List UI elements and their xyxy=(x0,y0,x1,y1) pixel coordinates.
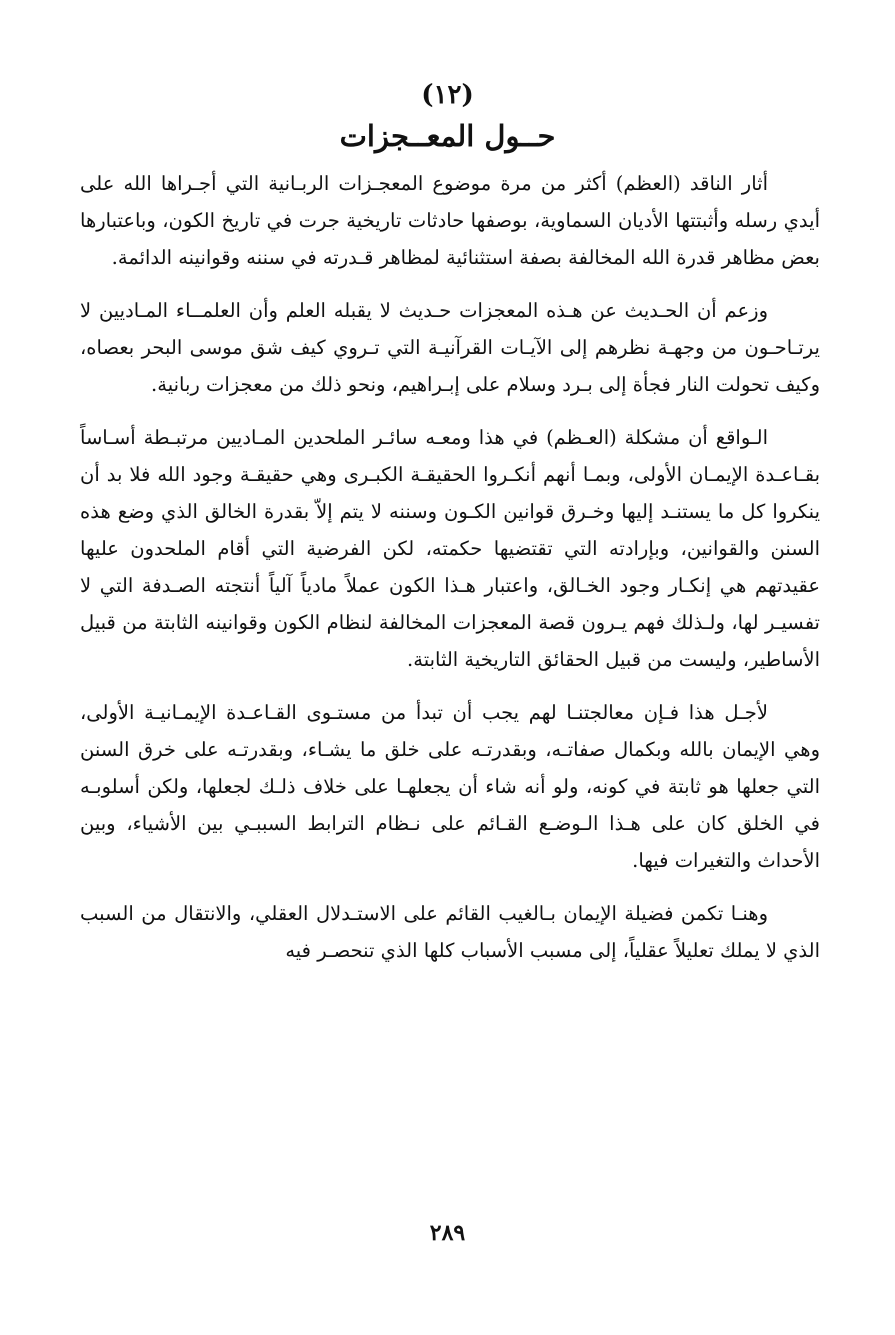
paragraph: وهنـا تكمن فضيلة الإيمان بـالغيب القائم على الاستـدلال العقلي، والانتقال من السبب الذي لا يملك تعليلاً عقلياً، إلى مسبب الأسباب كلها الذي تنحصـر فيه xyxy=(80,902,820,962)
chapter-number: (١٢) xyxy=(421,80,474,110)
paragraph: أثار الناقد (العظم) أكثر من مرة موضوع المعجـزات الربـانية التي أجـراها الله على أيدي رسله وأثبتتها الأديان السماوية، بوصفها حادثات تاريخية جرت في تاريخ الكون، وباعتبارها بعض مظاهر قدرة الله المخالفة بصفة استثنائية لمظاهر قـدرته في سننه وقوانينه الدائمة. xyxy=(80,172,820,269)
paragraph: لأجـل هذا فـإن معالجتنـا لهم يجب أن تبدأ من مستـوى القـاعـدة الإيمـانيـة الأولى، وهي الإيمان بالله وبكمال صفاتـه، وبقدرتـه على خلق ما يشـاء، وبقدرتـه على خرق السنن التي جعلها هو ثابتة في كونه، ولو أنه شاء أن يجعلهـا على خلاف ذلـك لجعلها، ولكن أسلوبـه في الخلق كان على هـذا الـوضـع القـائم على نـظام الترابط السببـي بين الأشياء، وبين الأحداث والتغيرات فيها. xyxy=(80,701,821,872)
body-text xyxy=(80,165,820,985)
chapter-title: حــول المعــجزات xyxy=(339,119,556,153)
page-number: ٢٨٩ xyxy=(429,1220,466,1246)
paragraph: وزعم أن الحـديث عن هـذه المعجزات حـديث لا يقبله العلم وأن العلمــاء المـاديين لا يرتـاحـون من وجهـة نظرهم إلى الآيـات القرآنيـة التي تـروي كيف شق موسى البحر بعصاه، وكيف تحولت النار فجأة إلى بـرد وسلام على إبـراهيم، ونحو ذلك من معجزات ربانية. xyxy=(80,299,820,396)
paragraph: الـواقع أن مشكلة (العـظم) في هذا ومعـه سائـر الملحدين المـاديين مرتبـطة أسـاساً بقـاعـدة الإيمـان الأولى، وبمـا أنهم أنكـروا الحقيقـة الكبـرى وهي حقيقـة وجود الله فلا بد أن ينكروا كل ما يستنـد إليها وخـرق قوانين الكـون وسننه لا يتم إلاّ بقدرة الخالق الذي وضع هذه السنن والقوانين، وبإرادته التي تقتضيها حكمته، لكن الفرضية التي أقام الملحدون عليها عقيدتهم هي إنكـار وجود الخـالق، واعتبار هـذا الكون عملاً مادياً آلياً أنتجته الصـدفة التي لا تفسيـر لها، ولـذلك فهم يـرون قصة المعجزات المخالفة لنظام الكون وقوانينه الثابتة من قبيل الأساطير، وليست من قبيل الحقائق التاريخية الثابتة. xyxy=(80,426,820,671)
